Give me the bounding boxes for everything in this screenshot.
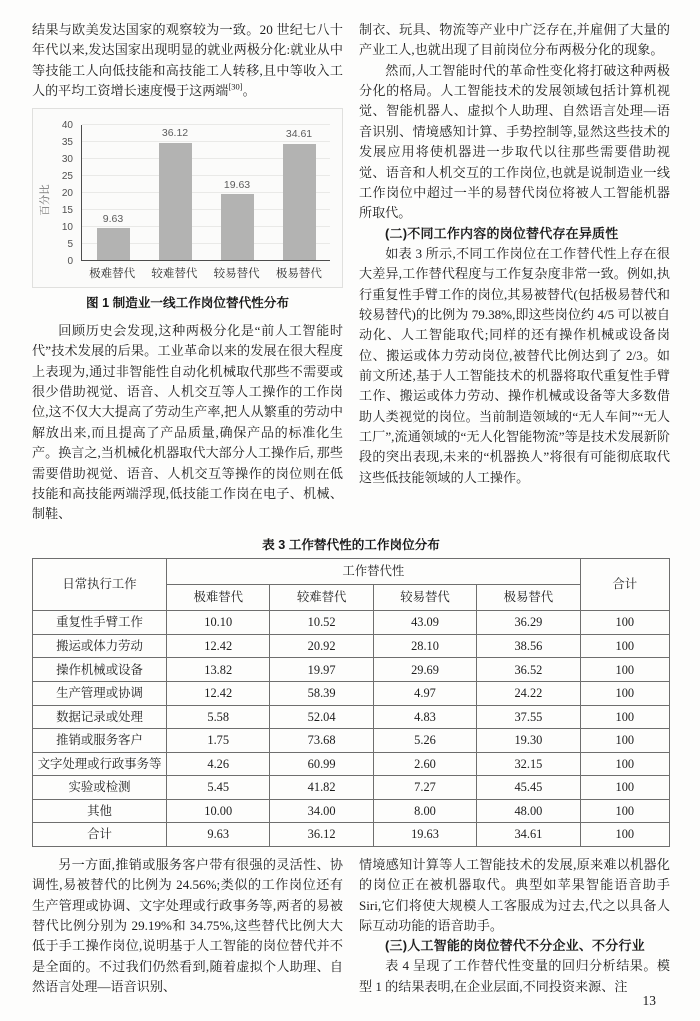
- cell-value: 10.10: [167, 611, 270, 635]
- row-label: 合计: [33, 823, 167, 847]
- cell-value: 100: [580, 705, 669, 729]
- cell-value: 36.12: [270, 823, 373, 847]
- table-row: [33, 752, 670, 776]
- cell-value: 5.45: [167, 776, 270, 800]
- section-heading-3: (三)人工智能的岗位替代不分企业、不分行业: [385, 938, 645, 954]
- y-tick-label: 0: [67, 255, 73, 267]
- cell-value: 34.61: [477, 823, 580, 847]
- cell-value: 38.56: [477, 634, 580, 658]
- cell-value: 10.00: [167, 799, 270, 823]
- table-caption: 表 3 工作替代性的工作岗位分布: [262, 537, 440, 552]
- y-tick-label: 35: [61, 136, 73, 148]
- cell-value: 4.83: [373, 705, 476, 729]
- cell-value: 9.63: [167, 823, 270, 847]
- column-header-daily-work: 日常执行工作: [33, 558, 167, 611]
- x-tick-label: 极易替代: [275, 267, 322, 280]
- cell-value: 58.39: [270, 681, 373, 705]
- table-row: [33, 658, 670, 682]
- cell-value: 100: [580, 634, 669, 658]
- paragraph: 另一方面,推销或服务客户带有很强的灵活性、协调性,易被替代的比例为 24.56%;类似的工作岗位还有生产管理或协调、文字处理或行政事务等,两者的易被替代比例分别为 29.19%和 34.75%,这些替代比例大大低于手工操作岗位,说明基于人工智能的岗位替代并不是全面的。不过我们仍然看到,随着虚拟个人助理、自然语言处理—语音识别、: [32, 856, 343, 994]
- table-3: [32, 558, 670, 847]
- cell-value: 48.00: [477, 799, 580, 823]
- sub-column-header: 极难替代: [167, 584, 270, 610]
- cell-value: 32.15: [477, 752, 580, 776]
- table-row: [33, 611, 670, 635]
- cell-value: 5.26: [373, 729, 476, 753]
- cell-value: 28.10: [373, 634, 476, 658]
- cell-value: 20.92: [270, 634, 373, 658]
- bar-value-label: 34.61: [285, 128, 313, 141]
- cell-value: 100: [580, 752, 669, 776]
- cell-value: 29.69: [373, 658, 476, 682]
- row-label: 数据记录或处理: [33, 705, 167, 729]
- y-tick-label: 5: [67, 238, 73, 250]
- row-label: 重复性手臂工作: [33, 611, 167, 635]
- table-row: [33, 776, 670, 800]
- cell-value: 13.82: [167, 658, 270, 682]
- row-label: 文字处理或行政事务等: [33, 752, 167, 776]
- bar: [221, 194, 254, 260]
- table-row: [33, 681, 670, 705]
- bar: [97, 228, 130, 261]
- bar: [159, 143, 192, 261]
- cell-value: 100: [580, 681, 669, 705]
- paragraph: 然而,人工智能时代的革命性变化将打破这种两极分化的格局。人工智能技术的发展领域包括计算机视觉、智能机器人、虚拟个人助理、自然语言处理—语音识别、情境感知计算、手势控制等,显然这些技术的发展应用将使机器进一步取代以往那些需要借助视觉、语音和人机交互的工作岗位,也就是说制造业一线工作岗位中超过一半的易替代岗位将被人工智能机器所取代。: [359, 62, 670, 221]
- plot: [81, 125, 330, 261]
- cell-value: 36.52: [477, 658, 580, 682]
- figure-caption: 图 1 制造业一线工作岗位替代性分布: [86, 296, 289, 311]
- paragraph: 情境感知计算等人工智能技术的发展,原来难以机器化的岗位正在被机器取代。典型如苹果智能语音助手 Siri,它们将使大规模人工客服成为过去,代之以具备人际互动功能的语音助手。: [359, 856, 670, 933]
- sub-column-header: 较易替代: [373, 584, 476, 610]
- cell-value: 45.45: [477, 776, 580, 800]
- cell-value: 8.00: [373, 799, 476, 823]
- row-label: 搬运或体力劳动: [33, 634, 167, 658]
- paragraph: 结果与欧美发达国家的观察较为一致。20 世纪七八十年代以来,发达国家出现明显的就业两极分化:就业从中等技能工人向低技能和高技能工人转移,且中等收入工人的平均工资增长速度慢于这两端[30]。: [32, 22, 343, 99]
- cell-value: 34.00: [270, 799, 373, 823]
- citation-ref: [30]: [228, 81, 243, 92]
- row-label: 推销或服务客户: [33, 729, 167, 753]
- cell-value: 41.82: [270, 776, 373, 800]
- table-row: [33, 705, 670, 729]
- table-row: [33, 799, 670, 823]
- sub-column-header: 较难替代: [270, 584, 373, 610]
- bar-slot: [145, 125, 205, 260]
- paragraph: 如表 3 所示,不同工作岗位在工作替代性上存在很大差异,工作替代程度与工作复杂度非常一致。例如,执行重复性手臂工作的岗位,其易被替代(包括极易替代和较易替代)的比例为 79.38%,即这些岗位约 4/5 可以被自动化、人工智能取代;同样的还有操作机械或设备岗位、搬运或体力劳动岗位,被替代比例达到了 2/3。如前文所述,基于人工智能技术的机器将取代重复性手臂工作、搬运或体力劳动、操作机械或设备等大多数借助人类视觉的岗位。当前制造领域的“无人车间”“无人工厂”,流通领域的“无人化智能物流”等是技术发展新阶段的突出表现,未来的“机器换人”将很有可能彻底取代这些低技能领域的人工操作。: [359, 245, 670, 485]
- x-tick-label: 较难替代: [151, 267, 198, 280]
- x-tick-label: 较易替代: [213, 267, 260, 280]
- bar-series: [82, 125, 330, 260]
- bar: [283, 144, 316, 261]
- table-row: [33, 823, 670, 847]
- cell-value: 100: [580, 729, 669, 753]
- cell-value: 7.27: [373, 776, 476, 800]
- bar-slot: [207, 125, 267, 260]
- cell-value: 12.42: [167, 681, 270, 705]
- row-label: 其他: [33, 799, 167, 823]
- bottom-columns: [32, 855, 670, 998]
- cell-value: 52.04: [270, 705, 373, 729]
- left-column-bottom: [32, 855, 343, 998]
- top-columns: [32, 20, 670, 525]
- sub-column-header: 极易替代: [477, 584, 580, 610]
- y-tick-label: 40: [61, 119, 73, 131]
- cell-value: 1.75: [167, 729, 270, 753]
- bar-slot: [269, 125, 329, 260]
- figure-1-bar-chart: [32, 108, 343, 314]
- cell-value: 36.29: [477, 611, 580, 635]
- right-column-bottom: [359, 855, 670, 998]
- cell-value: 12.42: [167, 634, 270, 658]
- cell-value: 19.63: [373, 823, 476, 847]
- x-tick-label: 极难替代: [89, 267, 136, 280]
- y-tick-label: 30: [61, 153, 73, 165]
- cell-value: 100: [580, 799, 669, 823]
- cell-value: 37.55: [477, 705, 580, 729]
- cell-value: 19.30: [477, 729, 580, 753]
- left-column-top: [32, 20, 343, 525]
- cell-value: 10.52: [270, 611, 373, 635]
- cell-value: 24.22: [477, 681, 580, 705]
- row-label: 实验或检测: [33, 776, 167, 800]
- cell-value: 100: [580, 611, 669, 635]
- cell-value: 2.60: [373, 752, 476, 776]
- column-group-header-substitutability: 工作替代性: [167, 558, 581, 584]
- y-tick-label: 15: [61, 204, 73, 216]
- paragraph: 表 4 呈现了工作替代性变量的回归分析结果。模型 1 的结果表明,在企业层面,不同投资来源、注: [359, 958, 670, 994]
- section-heading-2: (二)不同工作内容的岗位替代存在异质性: [385, 225, 619, 241]
- row-label: 操作机械或设备: [33, 658, 167, 682]
- paragraph: 回顾历史会发现,这种两极分化是“前人工智能时代”技术发展的后果。工业革命以来的发展在很大程度上表现为,通过非智能性自动化机械取代那些不需要或很少借助视觉、语音、人机交互等人工操作的工作岗位,这不仅大大提高了劳动生产率,把人从繁重的劳动中解放出来,而且提高了产品质量,确保产品的标准化生产。换言之,当机械化机器取代大部分人工操作后, 那些需要借助视觉、语音、人机交互等操作的岗位则在低技能和高技能两端浮现,低技能工作岗在电子、机械、制鞋、: [32, 323, 343, 522]
- cell-value: 100: [580, 776, 669, 800]
- bar-value-label: 9.63: [102, 212, 124, 225]
- page-number: 13: [642, 993, 656, 1008]
- cell-value: 5.58: [167, 705, 270, 729]
- table-row: [33, 729, 670, 753]
- y-tick-label: 25: [61, 170, 73, 182]
- y-tick-label: 20: [61, 187, 73, 199]
- right-column-top: [359, 20, 670, 525]
- cell-value: 100: [580, 823, 669, 847]
- x-axis-labels: [81, 263, 330, 285]
- y-axis-label: 百分比: [38, 184, 51, 217]
- cell-value: 4.97: [373, 681, 476, 705]
- paragraph: 制衣、玩具、物流等产业中广泛存在,并雇佣了大量的产业工人,也就出现了目前岗位分布两极分化的现象。: [359, 22, 670, 58]
- cell-value: 19.97: [270, 658, 373, 682]
- bar-value-label: 19.63: [223, 178, 251, 191]
- y-tick-label: 10: [61, 221, 73, 233]
- bar-value-label: 36.12: [161, 127, 189, 140]
- cell-value: 60.99: [270, 752, 373, 776]
- bar-slot: [83, 125, 143, 260]
- table-row: [33, 634, 670, 658]
- cell-value: 73.68: [270, 729, 373, 753]
- y-axis-ticks: [52, 119, 78, 267]
- cell-value: 4.26: [167, 752, 270, 776]
- column-header-total: 合计: [580, 558, 669, 611]
- cell-value: 100: [580, 658, 669, 682]
- chart-plot-area: [32, 108, 343, 288]
- cell-value: 43.09: [373, 611, 476, 635]
- row-label: 生产管理或协调: [33, 681, 167, 705]
